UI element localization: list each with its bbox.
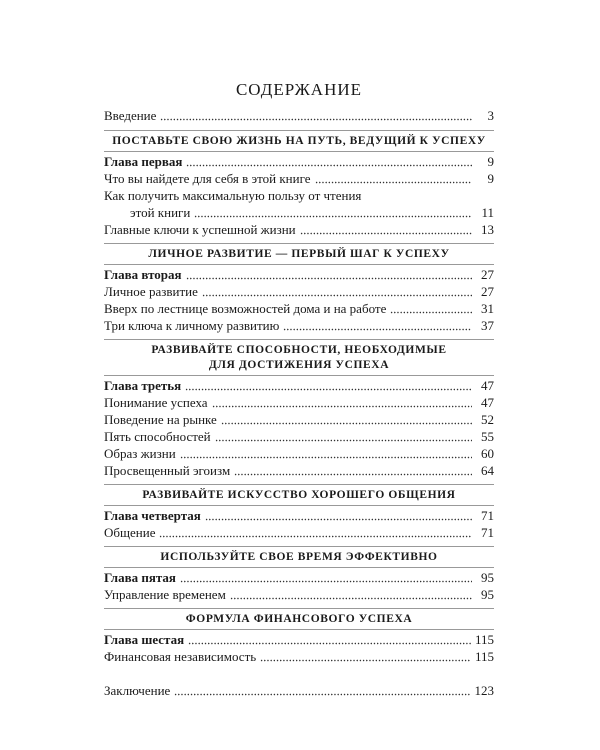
entry-page: 71 — [481, 508, 494, 523]
section-heading: РАЗВИВАЙТЕ ИСКУССТВО ХОРОШЕГО ОБЩЕНИЯ — [142, 489, 456, 501]
entry-label: Что вы найдете для себя в этой книге — [104, 171, 311, 186]
toc-entry[interactable] — [104, 446, 494, 462]
toc-entry[interactable] — [104, 318, 494, 334]
dot-leader — [174, 693, 470, 696]
entry-label: Глава третья — [104, 378, 182, 393]
toc-entry[interactable] — [104, 412, 494, 428]
dot-leader — [215, 439, 472, 442]
toc-entry[interactable] — [104, 395, 494, 411]
dot-leader — [300, 232, 472, 235]
toc-entry-chapter[interactable] — [104, 267, 494, 283]
dot-leader — [188, 642, 471, 645]
entry-label: Глава шестая — [104, 632, 185, 647]
dot-leader — [260, 659, 471, 662]
section-heading: ПОСТАВЬТЕ СВОЮ ЖИЗНЬ НА ПУТЬ, ВЕДУЩИЙ К УСПЕХУ — [112, 135, 486, 147]
dot-leader — [186, 277, 472, 280]
entry-label: Три ключа к личному развитию — [104, 318, 280, 333]
entry-label: Пять способностей — [104, 429, 211, 444]
dot-leader — [202, 294, 472, 297]
toc-entry[interactable] — [104, 429, 494, 445]
dot-leader — [315, 181, 473, 184]
entry-label: Глава вторая — [104, 267, 182, 282]
entry-page: 9 — [487, 171, 494, 186]
dot-leader — [185, 388, 472, 391]
toc-entry[interactable] — [104, 171, 494, 187]
dot-leader — [160, 118, 472, 121]
toc-entry-intro[interactable] — [104, 108, 494, 124]
entry-label: Образ жизни — [104, 446, 176, 461]
dot-leader — [212, 405, 472, 408]
dot-leader — [194, 215, 472, 218]
entry-label: Глава четвертая — [104, 508, 201, 523]
entry-label: Финансовая независимость — [104, 649, 257, 664]
entry-page: 31 — [481, 301, 494, 316]
entry-label: Личное развитие — [104, 284, 198, 299]
section-heading: ИСПОЛЬЗУЙТЕ СВОЕ ВРЕМЯ ЭФФЕКТИВНО — [160, 551, 438, 563]
section-rule — [104, 151, 494, 152]
toc-entry[interactable] — [104, 587, 494, 603]
entry-page: 47 — [481, 395, 494, 410]
entry-label: Заключение — [104, 683, 171, 698]
toc-entry-chapter[interactable] — [104, 570, 494, 586]
toc-entry-chapter[interactable] — [104, 154, 494, 170]
entry-label: Глава пятая — [104, 570, 176, 585]
page-title: СОДЕРЖАНИЕ — [235, 80, 363, 99]
section-heading-line: ДЛЯ ДОСТИЖЕНИЯ УСПЕХА — [208, 359, 390, 371]
toc-entry-conclusion[interactable] — [104, 683, 494, 699]
entry-page: 47 — [481, 378, 494, 393]
entry-page: 11 — [481, 205, 494, 220]
section-heading-line: РАЗВИВАЙТЕ СПОСОБНОСТИ, НЕОБХОДИМЫЕ — [151, 344, 447, 356]
entry-page: 13 — [481, 222, 494, 237]
entry-label: Просвещенный эгоизм — [104, 463, 231, 478]
section-rule — [104, 339, 494, 340]
toc-entry[interactable] — [104, 205, 494, 221]
toc-entry[interactable] — [104, 525, 494, 541]
section-rule — [104, 629, 494, 630]
entry-page: 123 — [474, 683, 494, 698]
dot-leader — [234, 473, 472, 476]
entry-label: Управление временем — [104, 587, 226, 602]
dot-leader — [186, 164, 472, 167]
entry-label: Глава первая — [104, 154, 183, 169]
entry-page: 52 — [481, 412, 494, 427]
toc-entry[interactable] — [104, 222, 494, 238]
toc-entry[interactable] — [104, 649, 494, 665]
entry-page: 71 — [481, 525, 494, 540]
section-rule — [104, 130, 494, 131]
entry-page: 27 — [481, 284, 494, 299]
dot-leader — [221, 422, 472, 425]
entry-page: 115 — [474, 632, 494, 647]
entry-label: Общение — [104, 525, 156, 540]
section-rule — [104, 484, 494, 485]
section-rule — [104, 608, 494, 609]
entry-page: 64 — [481, 463, 494, 478]
entry-page: 55 — [481, 429, 494, 444]
section-rule — [104, 567, 494, 568]
section-rule — [104, 243, 494, 244]
toc-entry-chapter[interactable] — [104, 378, 494, 394]
dot-leader — [230, 597, 472, 600]
section-rule — [104, 546, 494, 547]
entry-label: Главные ключи к успешной жизни — [104, 222, 296, 237]
entry-label: Вверх по лестнице возможностей дома и на работе — [104, 301, 387, 316]
dot-leader — [159, 535, 472, 538]
section-heading: ЛИЧНОЕ РАЗВИТИЕ — ПЕРВЫЙ ШАГ К УСПЕХУ — [148, 248, 450, 260]
entry-page: 60 — [481, 446, 494, 461]
toc-entry-chapter[interactable] — [104, 632, 494, 648]
entry-label: Понимание успеха — [104, 395, 208, 410]
dot-leader — [390, 311, 472, 314]
entry-page: 3 — [487, 108, 494, 123]
dot-leader — [283, 328, 472, 331]
entry-label: этой книги — [130, 205, 191, 220]
entry-page: 115 — [474, 649, 494, 664]
entry-page: 95 — [481, 587, 494, 602]
dot-leader — [180, 456, 472, 459]
toc-entry[interactable] — [104, 301, 494, 317]
section-rule — [104, 505, 494, 506]
section-rule — [104, 375, 494, 376]
toc-entry[interactable] — [104, 284, 494, 300]
section-rule — [104, 264, 494, 265]
dot-leader — [205, 518, 472, 521]
entry-page: 95 — [481, 570, 494, 585]
section-heading: ФОРМУЛА ФИНАНСОВОГО УСПЕХА — [185, 613, 413, 625]
entry-page: 27 — [481, 267, 494, 282]
entry-label: Поведение на рынке — [104, 412, 217, 427]
entry-label-line: Как получить максимальную пользу от чтения — [104, 188, 362, 203]
entry-label: Введение — [104, 108, 157, 123]
toc-entry-chapter[interactable] — [104, 508, 494, 524]
toc-entry[interactable] — [104, 463, 494, 479]
dot-leader — [180, 580, 472, 583]
entry-page: 9 — [487, 154, 494, 169]
entry-page: 37 — [481, 318, 494, 333]
